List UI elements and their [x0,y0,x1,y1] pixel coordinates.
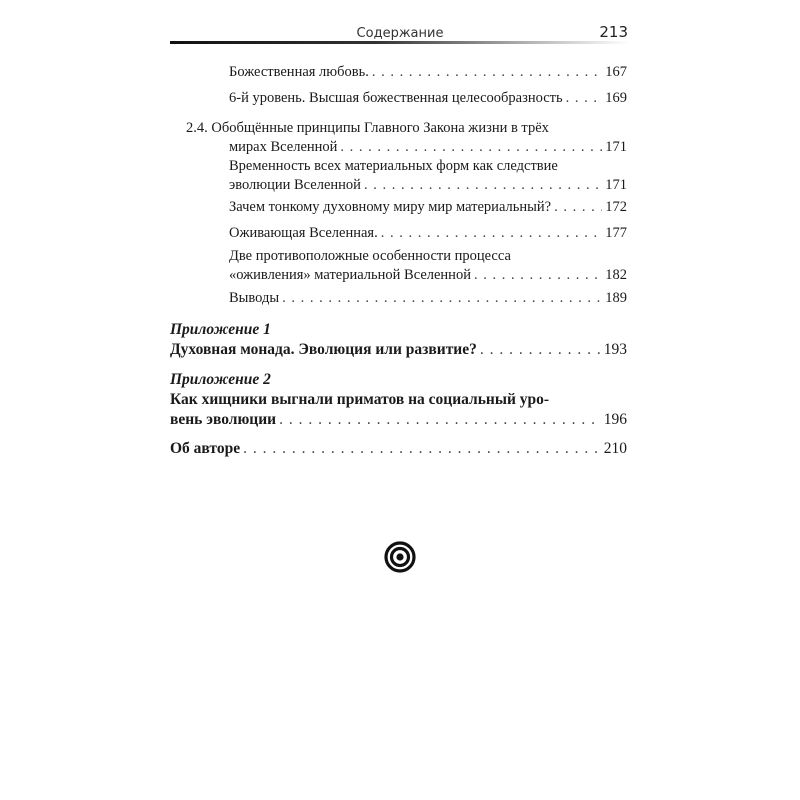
toc-entry-about-author[interactable] [170,439,627,459]
toc-entry-divine-love[interactable] [229,63,627,82]
toc-entry-text: Зачем тонкому духовному миру мир материальный? [229,199,552,215]
toc-entry-temporality[interactable] [229,157,627,195]
toc-entry-text: Оживающая Вселенная. [229,225,378,241]
toc-entry-page: 182 [605,267,627,283]
leader-dots [282,289,602,308]
toc-entry-text: Выводы [229,290,280,306]
toc-entry-page: 177 [605,225,627,241]
toc-entry-page: 193 [603,341,627,358]
appendix-label: Приложение 2 [170,371,271,388]
toc-entry-text: Духовная монада. Эволюция или развитие? [170,341,477,358]
toc-entry-why-material-world[interactable] [229,198,627,217]
leader-dots [243,439,601,459]
toc-entry-page: 167 [605,64,627,80]
leader-dots [554,198,602,217]
appendix-label: Приложение 1 [170,321,271,338]
toc-entry-two-features[interactable] [229,247,627,285]
leader-dots [372,63,602,82]
toc-entry-page: 210 [603,440,627,457]
toc-entry-text: 6-й уровень. Высшая божественная целесообразность [229,90,563,106]
toc-entry-text: Божественная любовь. [229,64,369,80]
toc-entry-text-line1: Две противоположные особенности процесса [229,248,511,264]
leader-dots [474,266,602,285]
toc-entry-reviving-universe[interactable] [229,224,627,243]
toc-entry-text-line2: мирах Вселенной [229,139,338,155]
leader-dots [279,410,601,430]
header-title: Содержание [356,26,444,41]
toc-entry-appendix-2[interactable] [170,370,627,430]
leader-dots [566,89,603,108]
concentric-circles-icon [384,541,416,573]
leader-dots [340,138,602,157]
toc-entry-page: 189 [605,290,627,306]
toc-entry-text-line1: 2.4. Обобщённые принципы Главного Закона жизни в трёх [186,120,549,136]
leader-dots [381,224,603,243]
toc-entry-text-line1: Как хищники выгнали приматов на социальный уро- [170,391,550,408]
header-rule [170,41,630,44]
toc-entry-text-line1: Временность всех материальных форм как следствие [229,158,558,174]
toc-entry-page: 172 [605,199,627,215]
toc-entry-page: 196 [603,411,627,428]
toc-entry-page: 171 [605,177,627,193]
toc-entry-text: Об авторе [170,440,241,457]
toc-entry-page: 169 [605,90,627,106]
toc-entry-text-line2: эволюции Вселенной [229,177,361,193]
toc-entry-page: 171 [605,139,627,155]
toc-entry-level-6[interactable] [229,89,627,108]
header-page-number: 213 [599,23,628,41]
leader-dots [364,176,602,195]
toc-entry-section-2-4[interactable] [186,119,627,157]
leader-dots [480,340,601,360]
toc-entry-conclusions[interactable] [229,289,627,308]
toc-entry-appendix-1[interactable] [170,320,627,360]
toc-entry-text-line2: «оживления» материальной Вселенной [229,267,471,283]
toc-entry-text-line2: вень эволюции [170,411,277,428]
